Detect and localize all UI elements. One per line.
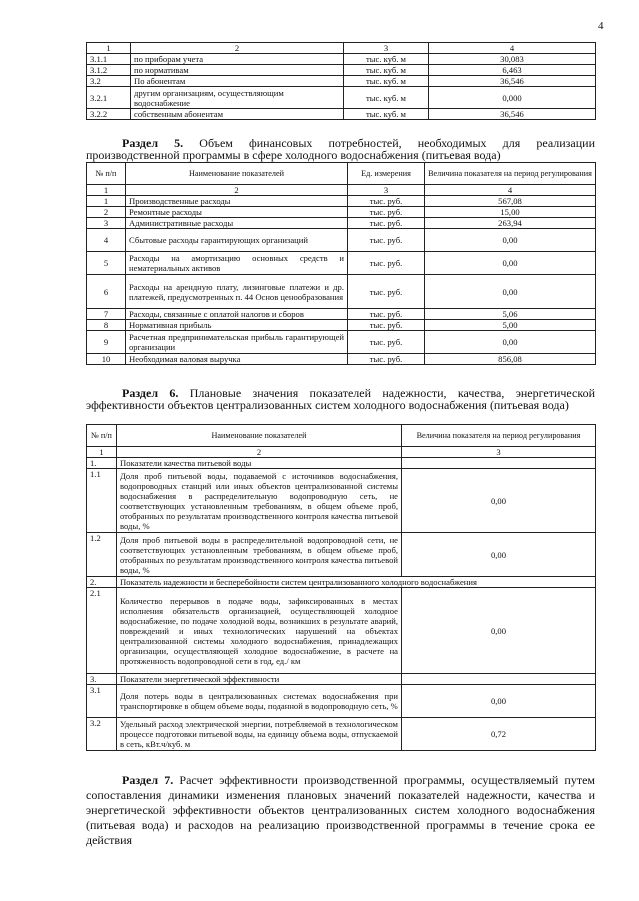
row-name: Количество перерывов в подаче воды, зафиксированных в местах исполнения обязательств организацией, осуществляющей холодное водоснабжение, по подаче холодной воды, возникших в результате аварий, повреждений и иных технологических нарушений на объектах централизованной системы холодного водоснабжения, принадлежащих организации, осуществляющей холодное водоснабжение, в расчете на протяженность водопроводной сети в год, ед./ км: [117, 588, 402, 674]
row-value: 36,546: [429, 109, 596, 120]
index-cell: 2: [131, 43, 344, 54]
row-number: 1.1: [87, 469, 117, 533]
table-header-row: [87, 425, 596, 447]
table-row: [87, 196, 596, 207]
table-row: [87, 275, 596, 309]
table-row: [87, 469, 596, 533]
volume-table: [86, 42, 596, 120]
section-6-label: Раздел 6.: [122, 386, 179, 400]
row-name: Сбытовые расходы гарантирующих организаций: [126, 229, 348, 252]
row-number: 7: [87, 309, 126, 320]
row-name: Удельный расход электрической энергии, потребляемой в технологическом процессе подготовки питьевой воды, на единицу объема воды, отпускаемой в сеть, кВт.ч/куб. м: [117, 718, 402, 751]
row-unit: тыс. руб.: [348, 354, 425, 365]
row-unit: тыс. руб.: [348, 207, 425, 218]
header-unit: Ед. измерения: [348, 163, 425, 185]
group-row: [87, 458, 596, 469]
section-7-text: Расчет эффективности производственной программы, осуществляемый путем сопоставления динамики изменения плановых значений показателей надежности, качества и энергетической эффективности объектов централизованных систем холодного водоснабжения (питьевая вода) и расходов на реализацию производственной программы в течение срока ее действия: [86, 773, 596, 847]
row-number: 3.2.2: [87, 109, 131, 120]
table-row: [87, 207, 596, 218]
row-name: Производственные расходы: [126, 196, 348, 207]
row-value: 36,546: [429, 76, 596, 87]
row-value: 6,463: [429, 65, 596, 76]
row-number: 3.1: [87, 685, 117, 718]
row-name: собственным абонентам: [131, 109, 344, 120]
row-value: 0,00: [425, 275, 596, 309]
row-number: 2.1: [87, 588, 117, 674]
row-name: Расходы, связанные с оплатой налогов и сборов: [126, 309, 348, 320]
row-number: 1: [87, 196, 126, 207]
table-row: [87, 109, 596, 120]
row-name: Расходы на арендную плату, лизинговые платежи и др. платежей, предусмотренных п. 44 Основ ценообразования: [126, 275, 348, 309]
row-unit: тыс. руб.: [348, 275, 425, 309]
row-unit: тыс. руб.: [348, 252, 425, 275]
section-5-title: [86, 137, 595, 161]
index-cell: 2: [126, 185, 348, 196]
header-name: Наименование показателей: [117, 425, 402, 447]
index-cell: 1: [87, 447, 117, 458]
row-name: Показатель надежности и бесперебойности систем централизованного холодного водоснабжения: [117, 577, 596, 588]
row-name: Административные расходы: [126, 218, 348, 229]
row-value: 0,72: [402, 718, 596, 751]
index-cell: 1: [87, 185, 126, 196]
page-number: 4: [598, 20, 604, 32]
row-name: Ремонтные расходы: [126, 207, 348, 218]
table-index-row: [87, 185, 596, 196]
table-row: [87, 76, 596, 87]
row-number: 4: [87, 229, 126, 252]
row-name: по нормативам: [131, 65, 344, 76]
table-row: [87, 331, 596, 354]
row-name: Показатели энергетической эффективности: [117, 674, 402, 685]
row-name: Необходимая валовая выручка: [126, 354, 348, 365]
row-number: 1.2: [87, 533, 117, 577]
row-number: 3.2: [87, 76, 131, 87]
row-unit: тыс. куб. м: [344, 54, 429, 65]
table-row: [87, 65, 596, 76]
index-cell: 3: [402, 447, 596, 458]
table-row: [87, 320, 596, 331]
table-row: [87, 252, 596, 275]
header-name: Наименование показателей: [126, 163, 348, 185]
row-value: 567,08: [425, 196, 596, 207]
row-unit: тыс. руб.: [348, 309, 425, 320]
table-row: [87, 87, 596, 109]
row-number: 3.2.1: [87, 87, 131, 109]
row-value: 0,00: [402, 685, 596, 718]
row-unit: тыс. руб.: [348, 331, 425, 354]
row-number: 3.1.2: [87, 65, 131, 76]
row-unit: тыс. куб. м: [344, 65, 429, 76]
row-value-empty: [402, 674, 596, 685]
row-value: 0,00: [425, 252, 596, 275]
table-index-row: [87, 43, 596, 54]
row-number: 3.: [87, 674, 117, 685]
index-cell: 3: [348, 185, 425, 196]
row-name: Нормативная прибыль: [126, 320, 348, 331]
table-row: [87, 218, 596, 229]
row-number: 10: [87, 354, 126, 365]
header-value: Величина показателя на период регулирования: [425, 163, 596, 185]
row-name: Расходы на амортизацию основных средств и нематериальных активов: [126, 252, 348, 275]
row-unit: тыс. руб.: [348, 229, 425, 252]
row-name: Показатели качества питьевой воды: [117, 458, 402, 469]
group-row: [87, 577, 596, 588]
group-row: [87, 674, 596, 685]
section-7-label: Раздел 7.: [122, 773, 174, 787]
section-5-text: Объем финансовых потребностей, необходимых для реализации производственной программы в сфере холодного водоснабжения (питьевая вода): [86, 136, 595, 162]
row-name: Доля проб питьевой воды, подаваемой с источников водоснабжения, водопроводных станций или иных объектов централизованной системы водоснабжения в распределительную водопроводную сеть, не соответствующих установленным требованиям, в общем объеме проб, отобранных по результатам производственного контроля качества питьевой воды, %: [117, 469, 402, 533]
row-number: 2.: [87, 577, 117, 588]
row-unit: тыс. куб. м: [344, 109, 429, 120]
row-unit: тыс. руб.: [348, 218, 425, 229]
row-value: 0,00: [402, 588, 596, 674]
row-number: 8: [87, 320, 126, 331]
section-6-text: Плановые значения показателей надежности, качества, энергетической эффективности объектов централизованных систем холодного водоснабжения (питьевая вода): [86, 386, 595, 412]
row-name: Доля проб питьевой воды в распределительной водопроводной сети, не соответствующих установленным требованиям, в общем объеме проб, отобранных по результатам производственного контроля качества питьевой воды, %: [117, 533, 402, 577]
row-name: Доля потерь воды в централизованных системах водоснабжения при транспортировке в общем объеме воды, поданной в водопроводную сеть, %: [117, 685, 402, 718]
table-row: [87, 588, 596, 674]
row-number: 5: [87, 252, 126, 275]
table-row: [87, 54, 596, 65]
row-value: 0,00: [425, 229, 596, 252]
header-number: № п/п: [87, 163, 126, 185]
header-value: Величина показателя на период регулирования: [402, 425, 596, 447]
row-number: 1.: [87, 458, 117, 469]
table-index-row: [87, 447, 596, 458]
section-6-title: [86, 387, 595, 411]
row-value: 15,00: [425, 207, 596, 218]
table-header-row: [87, 163, 596, 185]
row-unit: тыс. куб. м: [344, 76, 429, 87]
index-cell: 1: [87, 43, 131, 54]
row-unit: тыс. руб.: [348, 320, 425, 331]
section-7-title: [86, 773, 595, 848]
row-number: 3: [87, 218, 126, 229]
row-value: 0,00: [425, 331, 596, 354]
index-cell: 3: [344, 43, 429, 54]
row-number: 2: [87, 207, 126, 218]
index-cell: 4: [425, 185, 596, 196]
table-row: [87, 354, 596, 365]
row-value: 5,00: [425, 320, 596, 331]
row-name: Расчетная предпринимательская прибыль гарантирующей организации: [126, 331, 348, 354]
row-value: 0,00: [402, 533, 596, 577]
row-number: 9: [87, 331, 126, 354]
row-number: 3.1.1: [87, 54, 131, 65]
row-value-empty: [402, 458, 596, 469]
row-value: 0,00: [402, 469, 596, 533]
row-unit: тыс. руб.: [348, 196, 425, 207]
row-unit: тыс. куб. м: [344, 87, 429, 109]
row-value: 5,06: [425, 309, 596, 320]
indicators-table: [86, 424, 596, 751]
row-name: по приборам учета: [131, 54, 344, 65]
finance-table: [86, 162, 596, 365]
section-5-label: Раздел 5.: [122, 136, 184, 150]
row-number: 6: [87, 275, 126, 309]
row-name: другим организациям, осуществляющим водоснабжение: [131, 87, 344, 109]
table-row: [87, 309, 596, 320]
table-row: [87, 229, 596, 252]
row-name: По абонентам: [131, 76, 344, 87]
index-cell: 4: [429, 43, 596, 54]
table-row: [87, 533, 596, 577]
row-value: 263,94: [425, 218, 596, 229]
index-cell: 2: [117, 447, 402, 458]
row-value: 30,083: [429, 54, 596, 65]
row-number: 3.2: [87, 718, 117, 751]
header-number: № п/п: [87, 425, 117, 447]
row-value: 856,08: [425, 354, 596, 365]
table-row: [87, 685, 596, 718]
row-value: 0,000: [429, 87, 596, 109]
table-row: [87, 718, 596, 751]
